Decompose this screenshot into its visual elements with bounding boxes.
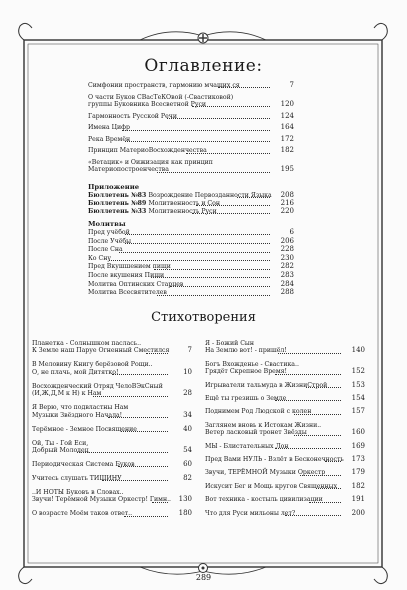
- bulletin-number: Бюллетень №83: [88, 192, 149, 199]
- entry-title: Звучи! Терёмной Музыки Оркестр! Гимн..: [32, 496, 172, 504]
- dot-leader: [278, 353, 341, 354]
- entry-title: Ветер ласковый тронет Звёзды: [205, 429, 307, 437]
- dot-leader: [151, 277, 270, 278]
- dot-leader: [125, 141, 270, 142]
- entry-title: О части Буков СВасТеКОвой (-Свастиковой): [88, 93, 234, 101]
- entry-title: После Сна: [88, 246, 123, 254]
- poem-entry: [32, 510, 192, 517]
- poem-entry: [32, 475, 192, 482]
- contents-entry: [88, 147, 294, 154]
- corner-ornament-tl: [19, 23, 32, 40]
- dot-leader: [93, 396, 168, 397]
- entry-page-number: 164: [280, 123, 294, 132]
- poem-entry: [32, 383, 192, 398]
- dot-leader: [294, 435, 341, 436]
- dot-leader: [121, 431, 168, 432]
- entry-page-number: 60: [183, 460, 192, 468]
- entry-title: Имена Цифр: [88, 124, 130, 132]
- poem-entry: [32, 440, 192, 455]
- dot-leader: [192, 106, 270, 107]
- appendix-entry: [88, 192, 294, 199]
- entry-title: В Меловину Книгу берёзовой Рощи..: [32, 361, 153, 369]
- entry-page-number: 120: [280, 99, 294, 108]
- entry-title: Терёмное - Земное Посвящение: [32, 425, 137, 433]
- entry-page-number: 216: [280, 199, 294, 207]
- entry-title: Грядёт Скрепное Время!: [205, 368, 288, 376]
- prayer-entry: [88, 263, 294, 270]
- dot-leader: [125, 243, 270, 244]
- contents-entry: [88, 94, 294, 109]
- entry-title: Учитесь слушать ТИШИНУ: [32, 475, 122, 482]
- entry-title: Ещё ты грезишь о Земле: [205, 395, 287, 402]
- page-number: 289: [195, 573, 212, 582]
- poem-entry: [205, 483, 365, 490]
- dot-leader: [108, 417, 168, 418]
- entry-page-number: 180: [178, 509, 192, 518]
- entry-page-number: 28: [183, 389, 192, 398]
- dot-leader: [196, 205, 270, 206]
- dot-leader: [109, 260, 270, 261]
- entry-title: После Учёбы: [88, 237, 132, 245]
- dot-leader: [119, 252, 270, 253]
- prayer-entry: [88, 255, 294, 262]
- entry-page-number: 7: [187, 346, 192, 355]
- entry-title: Заглянем вновь к Истокам Жизни..: [205, 421, 322, 429]
- poem-entry: [205, 496, 365, 503]
- entry-title: Я Верю, что подвластны Нам: [32, 404, 129, 412]
- entry-page-number: 206: [280, 236, 294, 245]
- entry-title: Симфонии пространств, гармонию мчащих ся: [88, 82, 240, 89]
- entry-title: группы Буковника Всесветной Руси: [88, 100, 207, 108]
- entry-page-number: 130: [178, 495, 192, 504]
- entry-page-number: 182: [280, 146, 294, 155]
- entry-title: Молитва Оптинских Старцев: [88, 280, 184, 288]
- entry-title: Звучи, ТЕРЁМНОЙ Музыки Оркестр: [205, 469, 326, 477]
- prayers-heading: Молитвы: [88, 220, 126, 228]
- page-title: Оглавление:: [144, 56, 263, 76]
- prayer-entry: [88, 272, 294, 279]
- bulletin-title: Молитвенность и Сон: [148, 200, 220, 207]
- poem-entry: [32, 361, 192, 376]
- entry-page-number: 7: [289, 81, 294, 89]
- contents-entry: [88, 136, 294, 143]
- entry-page-number: 208: [280, 191, 294, 199]
- poem-entry: [32, 426, 192, 433]
- entry-page-number: 152: [351, 367, 365, 376]
- entry-title: ..И НОТЫ Буковъ в Словах..: [32, 489, 124, 496]
- entry-page-number: 182: [351, 481, 365, 490]
- entry-page-number: 191: [351, 495, 365, 504]
- dot-leader: [118, 466, 168, 467]
- dot-leader: [154, 269, 270, 270]
- dot-leader: [294, 414, 341, 415]
- entry-page-number: 140: [351, 346, 365, 355]
- entry-page-number: 10: [183, 367, 192, 376]
- dot-leader: [112, 374, 169, 375]
- entry-title: Принцип МатериоВосхожденчества: [88, 147, 207, 155]
- dot-leader: [192, 213, 270, 214]
- dot-leader: [157, 295, 270, 296]
- entry-title: О, не плачь, мой Дитятко!: [32, 368, 119, 376]
- prayer-entry: [88, 246, 294, 253]
- dot-leader: [146, 353, 168, 354]
- entry-title: Периодическая Система Буков: [32, 461, 135, 468]
- dot-leader: [306, 387, 341, 388]
- dot-leader: [285, 515, 342, 516]
- contents-entry: [88, 82, 294, 89]
- bulletin-number: Бюллетень №33: [88, 208, 149, 215]
- entry-page-number: 284: [280, 279, 294, 288]
- dot-leader: [77, 452, 168, 453]
- dot-leader: [102, 480, 168, 481]
- entry-title: Река Времён: [88, 135, 131, 143]
- entry-title: Я - Божий Сын: [205, 340, 254, 347]
- dot-leader: [275, 400, 341, 401]
- entry-title: МЫ - Блистательных Лон: [205, 442, 289, 450]
- appendix-entry: [88, 208, 294, 215]
- dot-leader: [186, 153, 270, 154]
- entry-page-number: 124: [280, 111, 294, 120]
- contents-entry: [88, 124, 294, 131]
- corner-ornament-tr: [374, 23, 387, 40]
- contents-entry: [88, 159, 294, 174]
- entry-page-number: 195: [280, 165, 294, 174]
- entry-title: После вкушения Пищи: [88, 272, 165, 279]
- poem-entry: [205, 395, 365, 402]
- entry-title: Молитва Всесвятителев: [88, 289, 167, 297]
- dot-leader: [237, 197, 270, 198]
- entry-page-number: 160: [351, 428, 365, 437]
- entry-page-number: 154: [351, 394, 365, 402]
- entry-title: На Землю вот! - пришёл!: [205, 347, 287, 355]
- appendix-heading: Приложение: [88, 183, 140, 191]
- entry-page-number: 283: [280, 271, 294, 279]
- poem-entry: [32, 404, 192, 419]
- entry-title: Материопостроенчества: [88, 166, 169, 174]
- dot-leader: [218, 87, 270, 88]
- entry-page-number: 288: [280, 288, 294, 297]
- entry-title: Музыки Звёздного Начала!: [32, 411, 123, 419]
- entry-page-number: 228: [280, 245, 294, 254]
- prayer-entry: [88, 281, 294, 288]
- entry-title: Пред учёбой: [88, 229, 130, 236]
- entry-page-number: 172: [280, 134, 294, 143]
- entry-title: (И,Ж,Д,М к Н) к Нам: [32, 390, 102, 398]
- poems-title: Стихотворения: [151, 310, 256, 325]
- entry-page-number: 82: [183, 474, 192, 482]
- poem-entry: [205, 510, 365, 517]
- dot-leader: [316, 488, 342, 489]
- entry-page-number: 54: [183, 445, 192, 454]
- entry-page-number: 230: [280, 253, 294, 262]
- prayer-entry: [88, 229, 294, 236]
- entry-title: Вот техника - костыль цивилизации: [205, 496, 323, 504]
- entry-page-number: 34: [183, 410, 192, 419]
- entry-title: Планетка - Солнышком паслась..: [32, 340, 142, 347]
- bulletin-title: Возрождение Первозданности Языка: [148, 192, 272, 199]
- dot-leader: [125, 234, 270, 235]
- poem-entry: [205, 340, 365, 355]
- entry-title: Что для Руси мильоны лет?: [205, 509, 296, 517]
- entry-title: Гармонность Русской Речи: [88, 112, 177, 120]
- poem-entry: [32, 461, 192, 468]
- entry-page-number: 153: [351, 380, 365, 389]
- dot-leader: [275, 374, 341, 375]
- poem-entry: [205, 382, 365, 389]
- entry-page-number: 200: [351, 508, 365, 517]
- entry-title: Пред Вкушшением пищи: [88, 263, 171, 271]
- entry-title: «Ветацик» и Оижизация как принцип: [88, 159, 213, 166]
- entry-title: Поднимем Род Людской с колен: [205, 408, 312, 416]
- entry-title: Игрыватели тальмуда в ЖизниСтрой: [205, 381, 328, 389]
- prayer-entry: [88, 238, 294, 245]
- poem-entry: [205, 422, 365, 437]
- entry-title: Искусит Бег и Мощь кругов Священных: [205, 482, 338, 490]
- entry-page-number: 220: [280, 207, 294, 215]
- poem-entry: [205, 456, 365, 463]
- entry-title: Ко Сну: [88, 254, 111, 262]
- poem-entry: [32, 340, 192, 355]
- entry-title: Добрый Молодец: [32, 446, 89, 454]
- contents-entry: [88, 113, 294, 120]
- bulletin-title: Молитвенность Руси: [148, 208, 217, 215]
- entry-page-number: 157: [351, 407, 365, 416]
- poem-entry: [205, 469, 365, 476]
- entry-title: К Земле наш Паруе Огненный Сместился: [32, 347, 170, 355]
- bulletin-number: Бюллетень №89: [88, 200, 149, 207]
- dot-leader: [167, 118, 270, 119]
- dot-leader: [309, 502, 341, 503]
- dot-leader: [300, 475, 341, 476]
- poem-entry: [205, 361, 365, 376]
- dot-leader: [122, 130, 270, 131]
- dot-leader: [275, 448, 341, 449]
- dot-leader: [170, 286, 270, 287]
- entry-title: Ой, Ты - Гой Еси,: [32, 439, 89, 447]
- entry-page-number: 173: [351, 455, 365, 463]
- dot-leader: [157, 172, 270, 173]
- entry-title: Пред Вами НУЛЬ - Взлёт в Бесконечность: [205, 456, 344, 463]
- prayer-entry: [88, 289, 294, 296]
- entry-title: Богъ Вхожденье - Свастика..: [205, 360, 299, 368]
- dot-leader: [124, 516, 168, 517]
- entry-title: О возрасте Моём таков ответ..: [32, 510, 133, 518]
- entry-page-number: 40: [183, 424, 192, 433]
- entry-page-number: 282: [280, 262, 294, 271]
- dot-leader: [152, 502, 168, 503]
- poem-entry: [205, 443, 365, 450]
- appendix-entry: [88, 200, 294, 207]
- entry-page-number: 6: [289, 228, 294, 236]
- poem-entry: [32, 489, 192, 504]
- dot-leader: [325, 461, 341, 462]
- poem-entry: [205, 408, 365, 415]
- entry-page-number: 179: [351, 468, 365, 477]
- entry-title: Восхожденческий Отряд ЧелоВЭкСный: [32, 382, 163, 390]
- entry-page-number: 169: [351, 441, 365, 450]
